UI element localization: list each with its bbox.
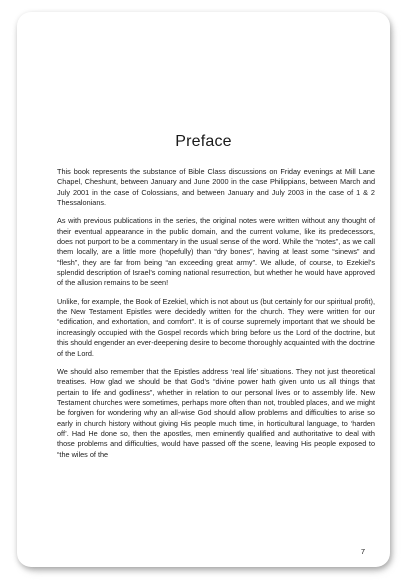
paragraph-3: Unlike, for example, the Book of Ezekiel, which is not about us (but certainly for our spiritual profit), the New Testament Epistles were decidedly written for the church. They were written for our “edification, and exhortation, and comfort”. It is of course supremely important that we should be increasingly occupied with the Gospel records which bring before us the Lord of the doctrine, but this should engender an ever-deepening desire to become thoroughly acquainted with the doctrine of the Lord.	[57, 296, 375, 358]
page-number: 7	[360, 547, 365, 556]
paragraph-2: As with previous publications in the series, the original notes were written without any thought of their eventual appearance in the public domain, and the current volume, like its predecessors, does not purport to be a commentary in the usual sense of the word. While the “notes”, as we call them locally, are a little more (hopefully) than “dry bones”, having at least some “sinews” and “flesh”, they are far from being “an exceeding great army”. We allude, of course, to Ezekiel’s splendid description of Israel’s coming national resurrection, but whether he would have approved of the allusion remains to be seen!	[57, 216, 375, 288]
paragraph-1: This book represents the substance of Bible Class discussions on Friday evenings at Mill Lane Chapel, Cheshunt, between January and June 2000 in the case Philippians, between March and July 2001 in the case of Colossians, and between January and July 2003 in the case of 1 & 2 Thessalonians.	[57, 167, 375, 208]
body-text	[57, 167, 375, 468]
paragraph-4: We should also remember that the Epistles address ‘real life’ situations. They not just theoretical treatises. How glad we should be that God’s “divine power hath given unto us all things that pertain to life and godliness”, whether in relation to our personal lives or to assembly life. New Testament churches were sometimes, perhaps more often than not, troubled places, and we might be forgiven for wondering why an all-wise God should allow problems and difficulties to arise so early in church history without giving His people much time, in horticultural language, to ‘harden off’. Had He done so, then the apostles, men eminently qualified and authoritative to deal with those problems and difficulties, would have passed off the scene, leaving His people exposed to “the wiles of the	[57, 366, 375, 459]
document-page	[17, 12, 390, 567]
page-title: Preface	[175, 133, 232, 150]
